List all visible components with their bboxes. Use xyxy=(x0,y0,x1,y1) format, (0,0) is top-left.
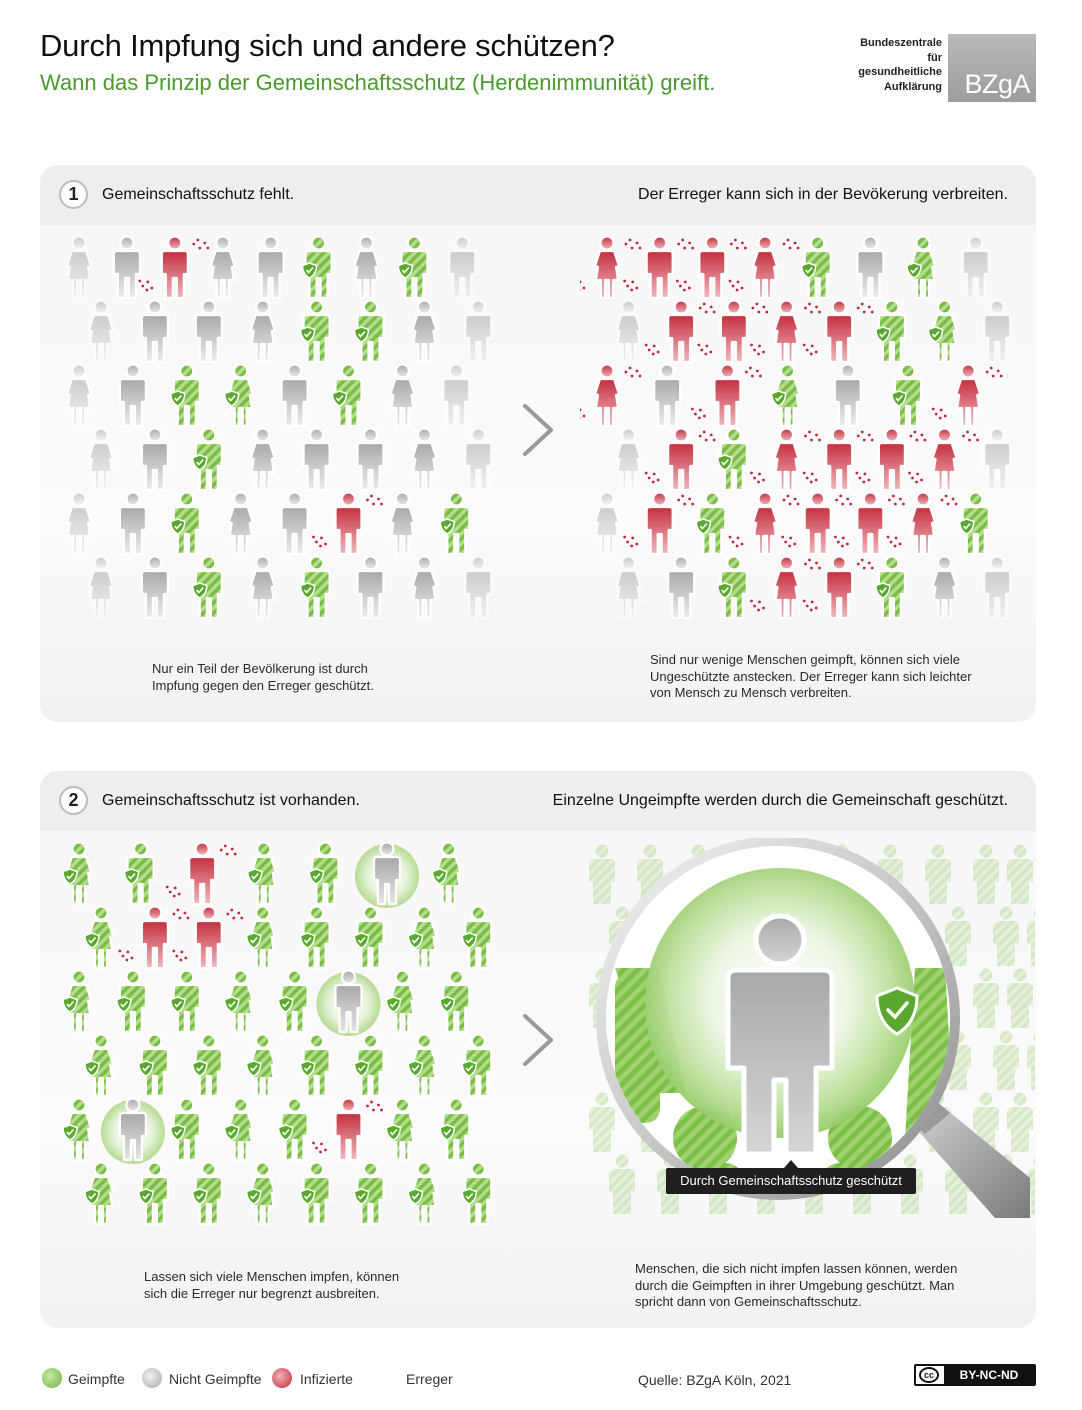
panel-header xyxy=(40,771,1036,831)
infected-person-icon xyxy=(580,365,641,427)
vaccinated-person-icon xyxy=(333,365,362,427)
person-icon xyxy=(1007,1093,1033,1153)
person-icon xyxy=(317,971,381,1037)
vaccinated-person-icon xyxy=(355,1035,384,1097)
vaccinated-person-icon xyxy=(718,557,747,619)
bzga-logo: BZgA xyxy=(948,34,1036,102)
person-icon xyxy=(358,429,384,491)
person-icon xyxy=(354,237,378,299)
caption-p2-right: Menschen, die sich nicht impfen lassen können, werden durch die Geimpften in ihrer Umgebung geschützt. Man spricht dann von Gemeinschaftsschutz. xyxy=(635,1261,958,1309)
person-icon xyxy=(282,365,308,427)
person-icon xyxy=(142,301,168,363)
vaccinated-person-icon xyxy=(386,1099,414,1161)
vaccinated-person-icon xyxy=(85,1035,113,1097)
person-icon xyxy=(449,237,475,299)
infected-person-icon xyxy=(623,493,694,555)
person-icon xyxy=(993,907,1019,967)
person-icon xyxy=(120,493,146,555)
panel-header xyxy=(40,165,1036,225)
person-icon xyxy=(251,301,275,363)
cc-license-badge[interactable]: cc BY-NC-ND xyxy=(914,1364,1036,1386)
vaccinated-person-icon xyxy=(171,365,200,427)
vaccinated-person-icon xyxy=(355,301,384,363)
person-icon xyxy=(1027,907,1035,967)
vaccinated-person-icon xyxy=(248,843,276,905)
vaccinated-person-icon xyxy=(171,493,200,555)
person-icon xyxy=(390,493,414,555)
infected-person-icon xyxy=(645,301,716,363)
panel-heading-left: Gemeinschaftsschutz fehlt. xyxy=(102,186,295,203)
person-icon xyxy=(67,365,91,427)
vaccinated-person-icon xyxy=(398,237,427,299)
person-icon xyxy=(465,557,491,619)
person-icon xyxy=(835,365,861,427)
person-icon xyxy=(1007,969,1033,1029)
vaccinated-person-icon xyxy=(63,843,91,905)
person-icon xyxy=(142,557,168,619)
infected-person-icon xyxy=(119,907,190,969)
person-icon xyxy=(925,845,951,905)
infected-person-icon xyxy=(729,493,800,555)
person-icon xyxy=(857,237,883,299)
person-icon xyxy=(412,429,436,491)
vaccinated-person-icon xyxy=(929,301,957,363)
crowd-scene-before xyxy=(52,232,512,632)
infected-person-icon xyxy=(172,907,243,969)
infected-person-icon xyxy=(781,493,852,555)
vaccinated-shield-icon xyxy=(42,1368,62,1388)
person-icon xyxy=(355,843,419,909)
panel-heading-left: Gemeinschaftsschutz ist vorhanden. xyxy=(102,792,360,809)
vaccinated-person-icon xyxy=(63,971,91,1033)
vaccinated-person-icon xyxy=(117,971,146,1033)
vaccinated-person-icon xyxy=(718,429,747,491)
legend xyxy=(40,1368,1040,1394)
person-icon xyxy=(973,845,999,905)
caption-p2-left: Lassen sich viele Menschen impfen, können sich die Erreger nur begrenzt ausbreiten. xyxy=(144,1269,400,1301)
infected-person-icon xyxy=(803,429,874,491)
vaccinated-person-icon xyxy=(139,1163,168,1225)
brand-name: Bundeszentrale für gesundheitliche Aufklärung xyxy=(858,37,942,93)
vaccinated-person-icon xyxy=(440,493,469,555)
vaccinated-person-icon xyxy=(309,843,338,905)
person-icon xyxy=(654,365,680,427)
person-icon xyxy=(211,237,235,299)
vaccinated-person-icon xyxy=(876,557,905,619)
vaccinated-person-icon xyxy=(225,971,253,1033)
legend-vaccinated: Geimpfte xyxy=(68,1371,125,1387)
vaccinated-person-icon xyxy=(301,301,330,363)
infected-person-icon xyxy=(312,1099,383,1161)
person-icon xyxy=(589,845,615,905)
person-icon xyxy=(101,1099,165,1165)
vaccinated-person-icon xyxy=(63,1099,91,1161)
vaccinated-person-icon xyxy=(462,1035,491,1097)
magnifier-lens xyxy=(606,846,955,1223)
infected-person-icon xyxy=(887,493,958,555)
person-icon xyxy=(251,429,275,491)
caption-p1-right: Sind nur wenige Menschen geimpft, können sich viele Ungeschützte anstecken. Der Erreger kann sich leichter von Mensch zu Mensch verbreiten. xyxy=(650,652,972,700)
crowd-scene-after xyxy=(580,232,1030,632)
person-icon xyxy=(984,429,1010,491)
page-title: Durch Impfung sich und andere schützen? xyxy=(40,28,615,63)
person-icon xyxy=(963,237,989,299)
infected-person-icon xyxy=(166,843,237,905)
vaccinated-person-icon xyxy=(193,1035,222,1097)
person-icon xyxy=(1007,845,1033,905)
person-icon xyxy=(358,557,384,619)
vaccinated-person-icon xyxy=(247,1163,275,1225)
vaccinated-person-icon xyxy=(892,365,921,427)
caption-p1-left: Nur ein Teil der Bevölkerung ist durch Impfung gegen den Erreger geschützt. xyxy=(152,661,374,693)
vaccinated-person-icon xyxy=(355,1163,384,1225)
infected-person-icon xyxy=(908,429,979,491)
vaccinated-person-icon xyxy=(301,1163,330,1225)
vaccinated-person-icon xyxy=(408,1035,436,1097)
person-icon xyxy=(617,557,641,619)
person-icon xyxy=(443,365,469,427)
vaccinated-person-icon xyxy=(408,907,436,969)
vaccinated-person-icon xyxy=(907,237,935,299)
infected-person-icon xyxy=(645,429,716,491)
person-icon xyxy=(617,429,641,491)
person-icon xyxy=(114,237,140,299)
vaccinated-person-icon xyxy=(225,365,253,427)
page-subtitle: Wann das Prinzip der Gemeinschaftsschutz (Herdenimmunität) greift. xyxy=(40,70,716,95)
vaccinated-person-icon xyxy=(772,365,800,427)
vaccinated-person-icon xyxy=(355,907,384,969)
vaccinated-person-icon xyxy=(125,843,154,905)
step-number: 1 xyxy=(59,180,88,209)
panel-heading-right: Einzelne Ungeimpfte werden durch die Gemeinschaft geschützt. xyxy=(552,792,1008,809)
vaccinated-person-icon xyxy=(301,1035,330,1097)
vaccinated-person-icon xyxy=(85,907,113,969)
person-icon xyxy=(984,557,1010,619)
vaccinated-person-icon xyxy=(440,1099,469,1161)
vaccinated-person-icon xyxy=(279,1099,308,1161)
person-icon xyxy=(609,1155,635,1215)
vaccinated-person-icon xyxy=(301,557,330,619)
person-icon xyxy=(589,1093,615,1153)
person-icon xyxy=(1027,1031,1035,1091)
vaccinated-person-icon xyxy=(876,301,905,363)
infected-person-icon xyxy=(697,301,768,363)
vaccinated-person-icon xyxy=(193,1163,222,1225)
vaccinated-person-icon xyxy=(960,493,989,555)
vaccinated-person-icon xyxy=(85,1163,113,1225)
cc-icon: cc xyxy=(919,1367,939,1383)
infected-person-icon xyxy=(312,493,383,555)
person-icon xyxy=(120,365,146,427)
legend-infected: Infizierte xyxy=(300,1371,353,1387)
source-note: Quelle: BZgA Köln, 2021 xyxy=(638,1372,792,1388)
vaccinated-person-icon xyxy=(462,1163,491,1225)
vaccinated-person-icon xyxy=(462,907,491,969)
infected-dot-icon xyxy=(272,1368,292,1388)
person-icon xyxy=(668,557,694,619)
infected-person-icon xyxy=(750,557,821,619)
infected-person-icon xyxy=(676,237,747,299)
person-icon xyxy=(465,429,491,491)
infected-person-icon xyxy=(803,557,874,619)
person-icon xyxy=(617,301,641,363)
protected-label: Durch Gemeinschaftsschutz geschützt xyxy=(666,1168,916,1194)
person-icon xyxy=(67,237,91,299)
vaccinated-person-icon xyxy=(171,1099,200,1161)
infected-person-icon xyxy=(834,493,905,555)
vaccinated-person-icon xyxy=(440,971,469,1033)
vaccinated-person-icon xyxy=(139,1035,168,1097)
infected-person-icon xyxy=(750,301,821,363)
person-icon xyxy=(984,301,1010,363)
person-icon xyxy=(67,493,91,555)
vaccinated-person-icon xyxy=(225,1099,253,1161)
person-icon xyxy=(89,301,113,363)
person-icon xyxy=(465,301,491,363)
panel-heading-right: Der Erreger kann sich in der Bevökerung verbreiten. xyxy=(638,186,1008,203)
person-icon xyxy=(595,493,619,555)
person-icon xyxy=(196,301,222,363)
person-icon xyxy=(390,365,414,427)
person-icon xyxy=(258,237,284,299)
vaccinated-person-icon xyxy=(193,557,222,619)
infected-person-icon xyxy=(855,429,926,491)
infected-person-icon xyxy=(138,237,209,299)
legend-not-vaccinated: Nicht Geimpfte xyxy=(169,1371,262,1387)
infected-person-icon xyxy=(803,301,874,363)
vaccinated-person-icon xyxy=(301,907,330,969)
vaccinated-person-icon xyxy=(247,907,275,969)
person-icon xyxy=(89,429,113,491)
vaccinated-person-icon xyxy=(171,971,200,1033)
vaccinated-person-icon xyxy=(247,1035,275,1097)
infected-person-icon xyxy=(729,237,800,299)
vaccinated-person-icon xyxy=(279,971,308,1033)
person-icon xyxy=(993,1031,1019,1091)
infected-person-icon xyxy=(691,365,762,427)
vaccinated-person-icon xyxy=(696,493,725,555)
vaccinated-person-icon xyxy=(802,237,831,299)
person-icon xyxy=(282,493,308,555)
infected-person-icon xyxy=(623,237,694,299)
vaccinated-person-icon xyxy=(303,237,332,299)
person-icon xyxy=(142,429,168,491)
chevron-right-icon xyxy=(517,400,557,460)
chevron-right-icon xyxy=(517,1010,557,1070)
not-vaccinated-dot-icon xyxy=(142,1368,162,1388)
step-number: 2 xyxy=(59,786,88,815)
crowd-scene-vaccinated xyxy=(52,838,512,1238)
vaccinated-person-icon xyxy=(433,843,461,905)
person-icon xyxy=(251,557,275,619)
person-icon xyxy=(973,969,999,1029)
person-icon xyxy=(933,557,957,619)
person-icon xyxy=(412,301,436,363)
person-icon xyxy=(89,557,113,619)
infected-person-icon xyxy=(932,365,1003,427)
person-icon xyxy=(229,493,253,555)
infected-person-icon xyxy=(750,429,821,491)
person-icon xyxy=(304,429,330,491)
person-icon xyxy=(412,557,436,619)
bzga-brand xyxy=(838,34,1038,102)
vaccinated-person-icon xyxy=(386,971,414,1033)
vaccinated-person-icon xyxy=(408,1163,436,1225)
legend-pathogen: Erreger xyxy=(406,1371,453,1387)
vaccinated-person-icon xyxy=(193,429,222,491)
